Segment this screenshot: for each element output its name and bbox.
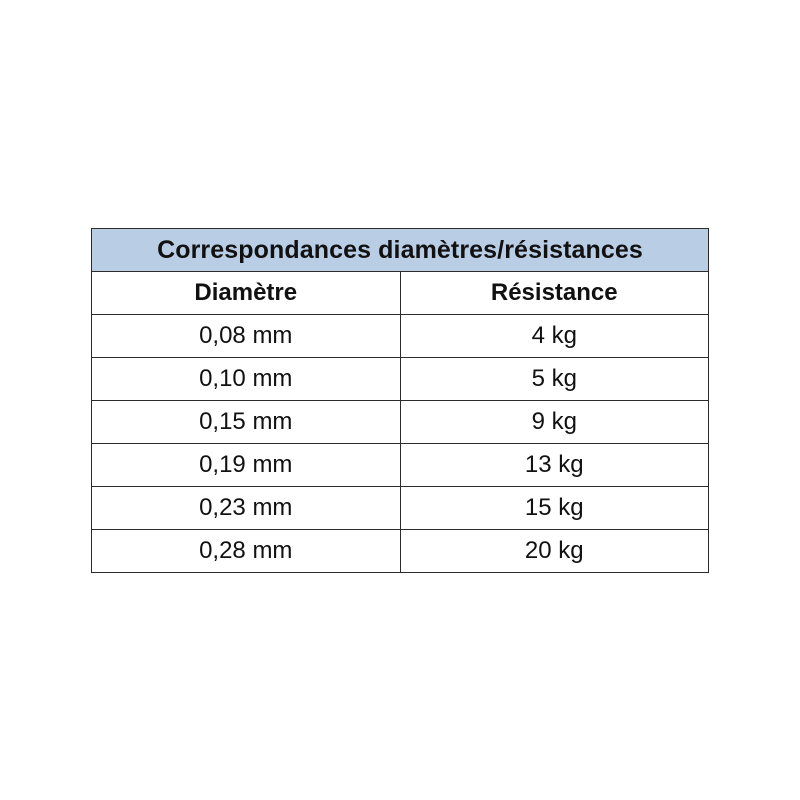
cell-resistance: 4 kg (400, 315, 709, 358)
spec-table-container (91, 228, 709, 573)
cell-diameter: 0,19 mm (92, 444, 401, 487)
table-row (92, 487, 709, 530)
cell-diameter: 0,23 mm (92, 487, 401, 530)
cell-diameter: 0,08 mm (92, 315, 401, 358)
diameter-resistance-table (91, 228, 709, 573)
cell-resistance: 9 kg (400, 401, 709, 444)
table-row (92, 315, 709, 358)
table-header-row (92, 272, 709, 315)
table-row (92, 401, 709, 444)
table-row (92, 444, 709, 487)
cell-resistance: 15 kg (400, 487, 709, 530)
cell-resistance: 20 kg (400, 530, 709, 573)
table-row (92, 530, 709, 573)
cell-diameter: 0,10 mm (92, 358, 401, 401)
table-row (92, 358, 709, 401)
column-header-diameter: Diamètre (92, 272, 401, 315)
cell-resistance: 13 kg (400, 444, 709, 487)
table-title: Correspondances diamètres/résistances (92, 229, 709, 272)
cell-diameter: 0,15 mm (92, 401, 401, 444)
cell-diameter: 0,28 mm (92, 530, 401, 573)
table-title-row (92, 229, 709, 272)
column-header-resistance: Résistance (400, 272, 709, 315)
cell-resistance: 5 kg (400, 358, 709, 401)
